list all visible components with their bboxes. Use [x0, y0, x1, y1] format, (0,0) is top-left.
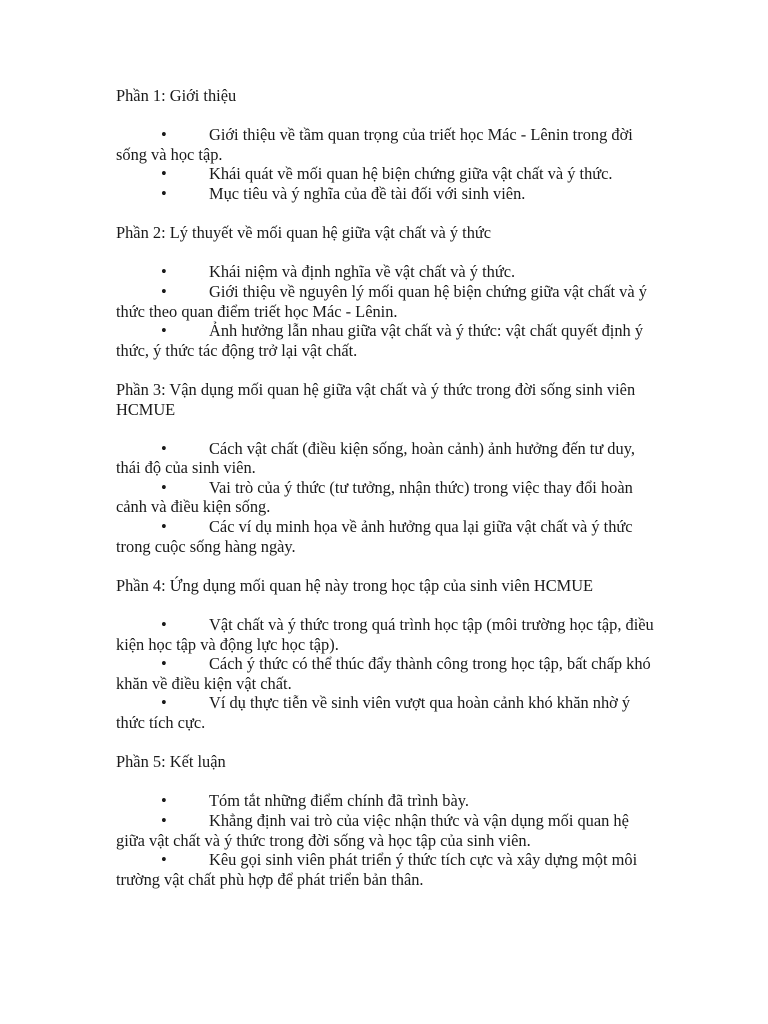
list-item [116, 517, 656, 556]
list-item [116, 693, 656, 732]
list-item-text: Kêu gọi sinh viên phát triển ý thức tích cực và xây dựng một môi trường vật chất phù hợp để phát triển bản thân. [116, 850, 638, 889]
list-item [116, 282, 656, 321]
section-heading: Phần 2: Lý thuyết về mối quan hệ giữa vật chất và ý thức [116, 223, 492, 243]
bullet-icon: • [161, 125, 167, 145]
list-item-text: Giới thiệu về nguyên lý mối quan hệ biện chứng giữa vật chất và ý thức theo quan điểm triết học Mác - Lênin. [116, 281, 647, 321]
list-item-text: Các ví dụ minh họa về ảnh hưởng qua lại giữa vật chất và ý thức trong cuộc sống hàng ngày. [116, 517, 633, 556]
bullet-list [116, 615, 656, 733]
list-item [116, 615, 656, 654]
list-item-text: Tóm tắt những điểm chính đã trình bày. [209, 791, 470, 811]
list-item-text: Ví dụ thực tiễn về sinh viên vượt qua hoàn cảnh khó khăn nhờ ý thức tích cực. [116, 693, 631, 732]
bullet-icon: • [161, 321, 167, 341]
list-item [116, 125, 656, 164]
list-item [116, 791, 656, 811]
list-item-text: Cách ý thức có thể thúc đẩy thành công trong học tập, bất chấp khó khăn về điều kiện vật chất. [116, 654, 651, 693]
section-5 [116, 752, 656, 889]
list-item-text: Ảnh hưởng lẫn nhau giữa vật chất và ý thức: vật chất quyết định ý thức, ý thức tác động trở lại vật chất. [116, 321, 644, 360]
section-heading: Phần 3: Vận dụng mối quan hệ giữa vật chất và ý thức trong đời sống sinh viên HCMUE [116, 379, 636, 419]
bullet-icon: • [161, 615, 167, 635]
bullet-icon: • [161, 183, 167, 203]
bullet-icon: • [161, 850, 167, 870]
list-item-text: Mục tiêu và ý nghĩa của đề tài đối với sinh viên. [209, 183, 526, 203]
document-page [116, 86, 656, 909]
bullet-icon: • [161, 810, 167, 830]
bullet-icon: • [161, 693, 167, 713]
list-item [116, 164, 656, 184]
list-item [116, 184, 656, 204]
section-3 [116, 380, 656, 556]
section-heading: Phần 4: Ứng dụng mối quan hệ này trong học tập của sinh viên HCMUE [116, 575, 594, 595]
bullet-icon: • [161, 654, 167, 674]
bullet-icon: • [161, 477, 167, 497]
list-item [116, 439, 656, 478]
list-item-text: Khái niệm và định nghĩa về vật chất và ý thức. [209, 262, 516, 282]
bullet-icon: • [161, 262, 167, 282]
bullet-icon: • [161, 164, 167, 184]
list-item-text: Vai trò của ý thức (tư tưởng, nhận thức) trong việc thay đổi hoàn cảnh và điều kiện sống. [116, 477, 633, 517]
section-2 [116, 223, 656, 360]
list-item-text: Khái quát về mối quan hệ biện chứng giữa vật chất và ý thức. [209, 164, 613, 184]
list-item-text: Vật chất và ý thức trong quá trình học tập (môi trường học tập, điều kiện học tập và động lực học tập). [116, 615, 654, 654]
section-heading: Phần 1: Giới thiệu [116, 86, 237, 105]
list-item [116, 262, 656, 282]
bullet-list [116, 439, 656, 557]
list-item [116, 321, 656, 360]
list-item [116, 478, 656, 517]
bullet-list [116, 791, 656, 889]
bullet-icon: • [161, 517, 167, 537]
bullet-list [116, 125, 656, 203]
list-item [116, 654, 656, 693]
bullet-list [116, 262, 656, 360]
list-item-text: Giới thiệu về tầm quan trọng của triết học Mác - Lênin trong đời sống và học tập. [116, 125, 633, 164]
section-1 [116, 86, 656, 204]
section-heading: Phần 5: Kết luận [116, 752, 226, 772]
section-4 [116, 576, 656, 733]
list-item [116, 850, 656, 889]
list-item-text: Khẳng định vai trò của việc nhận thức và vận dụng mối quan hệ giữa vật chất và ý thức trong đời sống và học tập của sinh viên. [116, 810, 629, 850]
list-item-text: Cách vật chất (điều kiện sống, hoàn cảnh) ảnh hưởng đến tư duy, thái độ của sinh viên. [116, 438, 635, 478]
bullet-icon: • [161, 438, 167, 458]
bullet-icon: • [161, 791, 167, 811]
list-item [116, 811, 656, 850]
bullet-icon: • [161, 281, 167, 301]
